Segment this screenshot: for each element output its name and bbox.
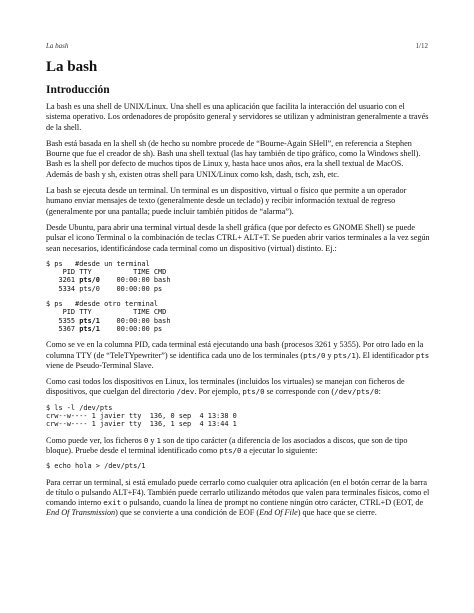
text-run: son de tipo carácter (a diferencia de los asociados a discos, que son de tipo bloque). Pruebe desde el terminal identificado como [46,435,408,455]
paragraph-2: Bash está basada en la shell sh (de hecho su nombre procede de “Bourne-Again SHell”, en referencia a Stephen Bourne que fue el creador de sh). Bash una shell textual (las hay también de tipo gráfico, como la Windows shell). Bash es la shell por defecto de muchos tipos de Linux y, hasta hace unos años, era la shell textual de MacOS. Además de bash y sh, existen otras shell para UNIX/Linux como ksh, dash, tsch, zsh, etc. [46,138,421,179]
paragraph-1: La bash es una shell de UNIX/Linux. Una shell es una aplicación que facilita la interacción del usuario con el sistema operativo. Los ordenadores de propósito general y servidores se utilizan y administran generalmente a través de la shell. [46,102,429,132]
paragraph-4: Desde Ubuntu, para abrir una terminal virtual desde la shell gráfica (que por defecto es GNOME Shell) se puede pulsar el icono Terminal o la combinación de teclas CTRL+ ALT+T. Se pueden abrir varios terminales a la vez según sean necesarios, identificándose cada terminal como un dispositivo (virtual) distinto. Ej.: [46,222,430,253]
inline-code: pts/1 [333,350,356,360]
text-run: a ejecutar lo siguiente: [241,445,318,455]
running-header [46,42,428,50]
paragraph-8 [46,478,430,519]
inline-code: 0 [143,435,149,445]
text-run: ) que hace que se cierre. [297,508,377,518]
code-line: crw--w---- 1 javier tty 136, 1 sep 4 13:44 1 [46,420,237,429]
text-run: Como se ve en la columna PID, cada terminal está ejecutando una bash (procesos 3261 y 5355). Por otro lado en la columna TTY (de “TeleTYpewriter”) se identifica cada uno de los terminales ( [46,340,424,360]
code-line: 5367 [46,324,80,333]
code-line: 00:00:00 ps [99,324,163,333]
code-line: PID TTY TIME CMD [46,308,167,317]
code-line: PID TTY TIME CMD [46,268,167,277]
italic-term: End Of File [259,508,298,518]
code-line: 00:00:00 bash [99,276,171,285]
paragraph-6 [46,377,430,398]
text-run: Como puede ver, los ficheros [46,435,144,445]
code-highlight: pts/0 [79,276,100,285]
header-title: La bash [46,42,69,50]
text-run: Para cerrar un terminal, si está emulado puede cerrarlo como cualquier otra aplicación (en el botón cerrar de la barra de título o pulsando ALT+F4). También puede cerrarlo utilizando métodos que valen para terminales físicos, como el comando interno [46,477,430,508]
text-run: y [148,435,157,445]
inline-code: 1 [156,435,161,445]
code-line: $ echo hola > /dev/pts/1 [46,462,146,471]
document-body [46,84,430,525]
inline-code: pts/0 [242,387,265,397]
inline-code: pts/0 [219,445,242,455]
inline-code: pts/0 [303,350,326,360]
paragraph-3: La bash se ejecuta desde un terminal. Un terminal es un dispositivo, virtual o físico que permite a un operador humano enviar mensajes de texto (generalmente desde un teclado) y recibir información textual de regreso (generalmente por una pantalla; puede incluir también pitidos de “alarma”). [46,186,407,216]
code-line: 5334 pts/0 00:00:00 ps [46,284,163,293]
code-line: $ ls -l /dev/pts [46,403,113,412]
text-run: ) que se convierte a una condición de EOF ( [115,508,260,518]
page-number: 1/12 [415,42,428,50]
code-line: crw--w---- 1 javier tty 136, 0 sep 4 13:38 0 [46,412,237,421]
inline-code: exit [103,498,122,508]
code-block-echo [46,462,430,470]
code-line: 5355 [46,316,80,325]
code-block-ps-1 [46,260,430,293]
inline-code: /dev/pts/0 [334,387,379,397]
text-run: : [378,387,381,397]
document-title: La bash [46,59,98,75]
text-run: o pulsando, cuando la línea de prompt no contiene ningún otro carácter, CTRL+D (EOT, de [121,498,424,508]
text-run: Como casi todos los dispositivos en Linux, los terminales (incluidos los virtuales) se manejan con ficheros de dispositivos, que cuelgan del directorio [46,377,405,397]
inline-code: /dev [176,387,195,397]
text-run: ). El identificador [355,350,416,360]
code-block-ps-2 [46,300,430,333]
code-highlight: pts/1 [79,316,100,325]
text-run: se corresponde con ( [264,387,335,397]
code-block-ls [46,404,430,429]
code-line: $ ps #desde un terminal [46,259,150,268]
paragraph-7 [46,436,430,457]
code-highlight: pts/1 [79,324,100,333]
code-line: 3261 [46,276,80,285]
text-run: viene de Pseudo-Terminal Slave. [46,360,154,370]
code-line: $ ps #desde otro terminal [46,300,159,309]
italic-term: End Of Transmission [46,508,116,518]
paragraph-5 [46,340,430,371]
text-run: y [325,350,334,360]
text-run: . Por ejemplo, [194,387,243,397]
section-heading: Introducción [46,84,110,96]
inline-code: pts [415,350,430,360]
code-line: 00:00:00 bash [99,316,171,325]
